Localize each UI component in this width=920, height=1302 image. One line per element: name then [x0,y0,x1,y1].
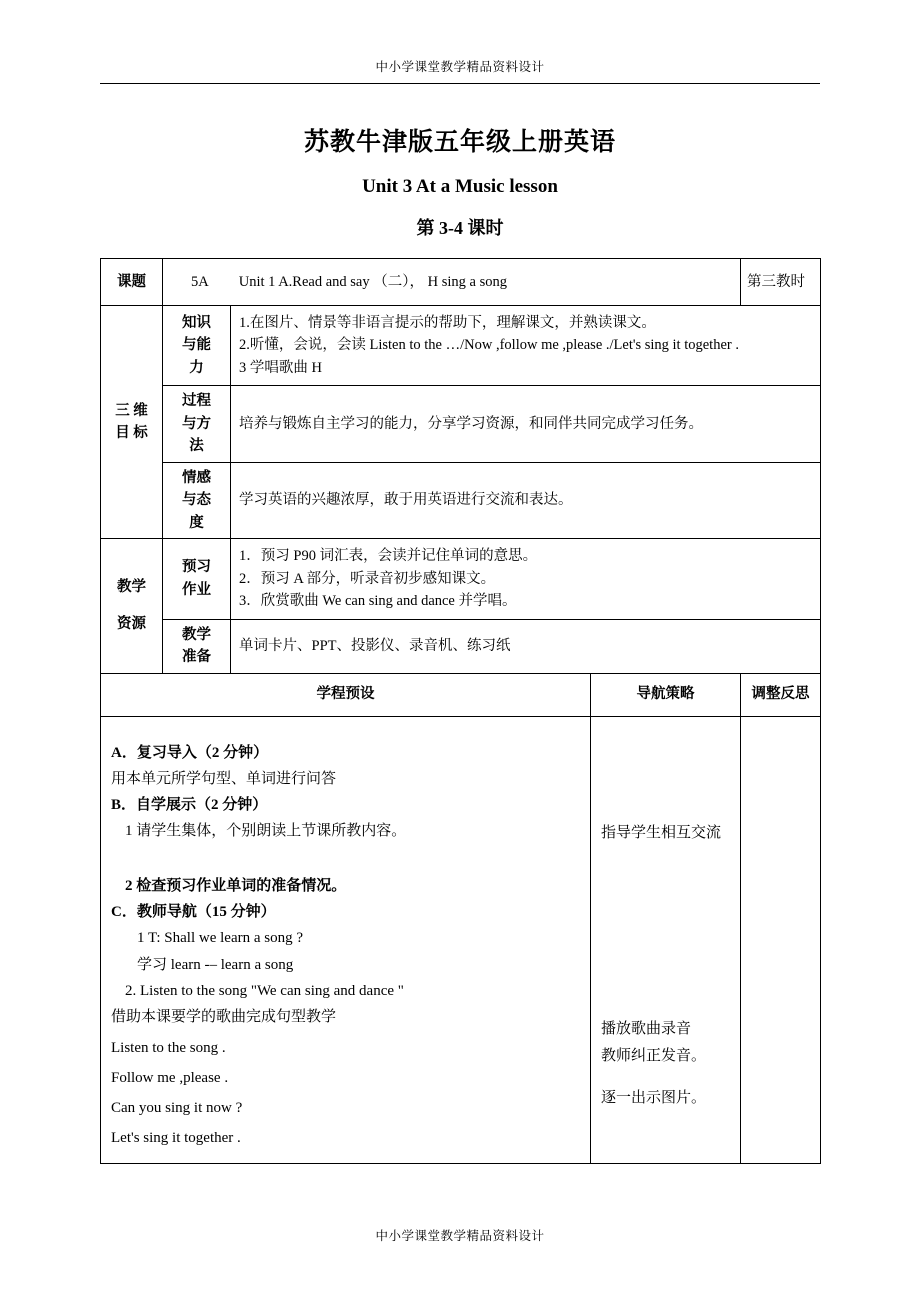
header-divider [100,83,820,84]
objective-attitude-line-1: 学习英语的兴趣浓厚，敢于用英语进行交流和表达。 [239,492,573,509]
page-title: 苏教牛津版五年级上册英语 [303,129,616,156]
strategy-column [591,716,741,1163]
process-line-11: 借助本课要学的歌曲完成句型教学 [111,1009,337,1026]
objective-process-label-l1: 过程 [182,393,211,410]
preview-homework-line-2: 2．预习 A 部分，听录音初步感知课文。 [239,570,496,587]
period-title: 第 3-4 课时 [416,218,504,238]
process-line-1: A．复习导入（2 分钟） [111,744,269,761]
preview-homework-label [163,539,231,619]
table-row-preview-homework [101,539,821,619]
preview-homework-line-1: 1．预习 P90 词汇表，会读并记住单词的意思。 [239,548,538,565]
objective-knowledge-label [163,306,231,386]
objective-attitude-label-l1: 情感 [182,469,211,486]
objective-knowledge-line-2: 2.听懂，会说，会读 Listen to the …/Now ,follow me ,please ./Let's sing it together . [239,337,739,354]
resources-label [101,539,163,673]
strategy-line-3: 教师纠正发音。 [601,1047,707,1064]
topic-value-cell [163,259,741,306]
objective-process-label-l2: 与方 [182,415,211,432]
process-line-7: C．教师导航（15 分钟） [111,904,276,921]
table-row-teaching-preparation [101,619,821,673]
preview-homework-label-l2: 作业 [182,581,211,598]
objective-attitude-label-l3: 度 [189,514,204,531]
teaching-preparation-label-l1: 教学 [182,626,211,643]
process-line-3: B．自学展示（2 分钟） [111,797,268,814]
table-row-objective-attitude [101,462,821,538]
process-line-2: 用本单元所学句型、单词进行问答 [111,770,337,787]
process-line-4: 1 请学生集体，个别朗读上节课所教内容。 [125,823,407,840]
resources-label-l2: 资源 [117,615,146,632]
process-line-10: 2. Listen to the song "We can sing and dance " [125,982,404,999]
reflection-column [741,716,821,1163]
process-line-9: 学习 learn -– learn a song [137,956,294,973]
objective-attitude-label [163,462,231,538]
topic-period: 第三教时 [741,259,821,306]
objective-process-label-l3: 法 [189,438,204,455]
table-row-objective-knowledge [101,306,821,386]
footer-watermark: 中小学课堂教学精品资料设计 [375,1228,545,1243]
process-column [101,716,591,1163]
objective-process-label [163,386,231,462]
preview-homework-label-l1: 预习 [182,559,211,576]
topic-value-a: 5A [191,273,209,290]
header-watermark: 中小学课堂教学精品资料设计 [375,59,545,74]
teaching-preparation-line-1: 单词卡片、PPT、投影仪、录音机、练习纸 [239,637,511,654]
teaching-preparation-label [163,619,231,673]
table-row-column-headers [101,673,821,716]
objective-knowledge-label-l1: 知识 [182,315,211,331]
teaching-preparation-body [231,619,821,673]
resources-label-l1: 教学 [117,579,146,596]
column-header-strategy: 导航策略 [591,673,741,716]
topic-value-b: Unit 1 A.Read and say （二）， H sing a song [238,273,507,290]
objective-knowledge-line-3: 3 学唱歌曲 H [239,359,322,376]
unit-title: Unit 3 At a Music lesson [362,176,558,197]
objectives-label-line2: 目 标 [115,425,148,442]
table-row-lesson-body [101,716,821,1163]
objective-knowledge-body [231,306,821,386]
objective-knowledge-label-l2: 与能 [182,337,211,354]
process-line-5 [111,846,580,872]
process-line-12: Listen to the song . [111,1039,226,1056]
strategy-line-2: 播放歌曲录音 [601,1021,692,1038]
lesson-plan-table [100,258,821,1164]
teaching-preparation-label-l2: 准备 [182,649,211,666]
objective-process-body [231,386,821,462]
objectives-label-line1: 三 维 [115,402,148,419]
topic-label: 课题 [101,259,163,306]
process-line-6: 2 检查预习作业单词的准备情况。 [125,877,347,894]
strategy-line-4: 逐一出示图片。 [601,1089,707,1106]
process-line-8: 1 T: Shall we learn a song ? [137,930,304,947]
process-line-15: Let's sing it together . [111,1130,241,1147]
table-row-objective-process [101,386,821,462]
objective-knowledge-label-l3: 力 [189,359,204,376]
process-line-13: Follow me ,please . [111,1069,229,1086]
strategy-line-1: 指导学生相互交流 [601,825,722,842]
objectives-label [101,306,163,539]
process-line-14: Can you sing it now ? [111,1100,243,1117]
preview-homework-line-3: 3．欣赏歌曲 We can sing and dance 并学唱。 [239,593,517,610]
objective-knowledge-line-1: 1.在图片、情景等非语言提示的帮助下，理解课文，并熟读课文。 [239,315,656,331]
column-header-reflection: 调整反思 [741,673,821,716]
table-row-topic [101,259,821,306]
objective-attitude-label-l2: 与态 [182,492,211,509]
column-header-process: 学程预设 [101,673,591,716]
objective-attitude-body [231,462,821,538]
preview-homework-body [231,539,821,619]
objective-process-line-1: 培养与锻炼自主学习的能力，分享学习资源，和同伴共同完成学习任务。 [239,415,703,432]
